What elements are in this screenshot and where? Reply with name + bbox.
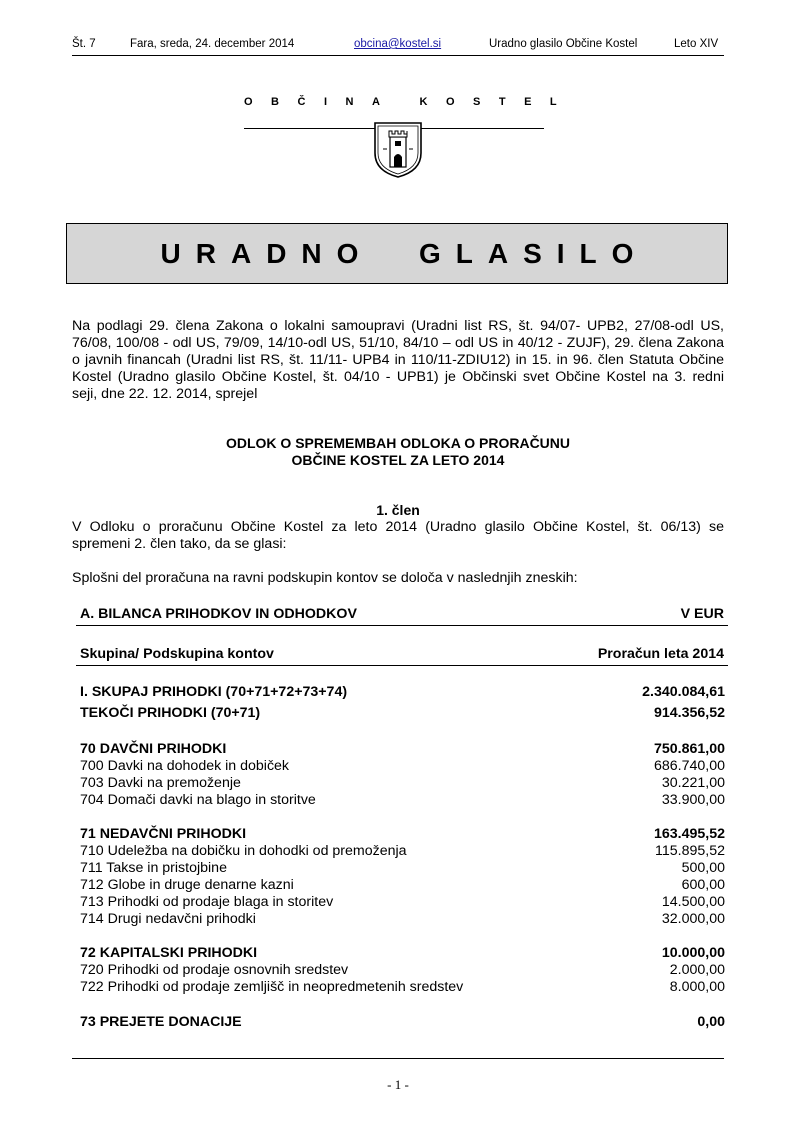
article-heading-text: 1. člen	[376, 502, 420, 518]
table-row	[80, 894, 725, 911]
table-row	[80, 684, 725, 701]
intro-line: Kostel (Uradno glasilo Občine Kostel, št. 04/10 - UPB1) je Občinski svet Občine Kostel na 3. redni	[72, 369, 724, 385]
row-value: 2.000,00	[669, 962, 725, 978]
column-right-header: Proračun leta 2014	[597, 646, 724, 662]
row-label: 722 Prihodki od prodaje zemljišč in neopredmetenih sredstev	[80, 979, 464, 995]
row-label: I. SKUPAJ PRIHODKI (70+71+72+73+74)	[80, 684, 348, 700]
banner-title: URADNO GLASILO	[160, 237, 649, 269]
row-label: TEKOČI PRIHODKI (70+71)	[80, 705, 261, 721]
table-row	[80, 1014, 725, 1031]
balance-header	[76, 602, 728, 626]
page-number: - 1 -	[387, 1077, 409, 1092]
footer-divider	[72, 1058, 724, 1059]
gazette-banner	[66, 223, 728, 284]
row-value: 14.500,00	[661, 894, 725, 910]
intro-line: 76/08, 100/08 - odl US, 79/09, 14/10-odl US, 51/10, 84/10 – odl US in 40/12 - ZUJF), 29. člena Zakona	[72, 335, 724, 351]
table-row	[80, 911, 725, 928]
table-row	[80, 705, 725, 722]
table-row	[80, 962, 725, 979]
row-value: 32.000,00	[661, 911, 725, 927]
row-label: 72 KAPITALSKI PRIHODKI	[80, 945, 258, 961]
table-row	[80, 860, 725, 877]
row-label: 713 Prihodki od prodaje blaga in storitev	[80, 894, 334, 910]
intro-paragraph	[72, 318, 724, 403]
table-row	[80, 979, 725, 996]
table-row	[80, 877, 725, 894]
email-link[interactable]: obcina@kostel.si	[354, 38, 442, 50]
general-part-text: Splošni del proračuna na ravni podskupin kontov se določa v naslednjih zneskih:	[72, 570, 578, 586]
publication-name: Uradno glasilo Občine Kostel	[489, 38, 638, 50]
balance-title: A. BILANCA PRIHODKOV IN ODHODKOV	[80, 606, 357, 622]
row-value: 115.895,52	[655, 843, 725, 859]
header-divider	[72, 55, 724, 56]
table-row	[80, 792, 725, 809]
row-label: 703 Davki na premoženje	[80, 775, 241, 791]
article-line: V Odloku o proračunu Občine Kostel za leto 2014 (Uradno glasilo Občine Kostel, št. 06/13) se	[72, 519, 724, 535]
row-label: 73 PREJETE DONACIJE	[80, 1014, 242, 1030]
issue-number: Št. 7	[72, 38, 96, 50]
column-header	[76, 642, 728, 666]
coat-of-arms-icon	[371, 119, 425, 179]
row-value: 686.740,00	[653, 758, 725, 774]
table-row	[80, 741, 725, 758]
row-value: 2.340.084,61	[642, 684, 725, 700]
municipality-name: OBČINA KOSTEL	[244, 96, 576, 108]
row-label: 712 Globe in druge denarne kazni	[80, 877, 294, 893]
table-row	[80, 843, 725, 860]
intro-line: seji, dne 22. 12. 2014, sprejel	[72, 386, 258, 402]
row-value: 30.221,00	[661, 775, 725, 791]
page-header	[72, 38, 724, 54]
row-label: 700 Davki na dohodek in dobiček	[80, 758, 290, 774]
publication-year: Leto XIV	[674, 38, 719, 50]
row-value: 10.000,00	[661, 945, 725, 961]
intro-line: o javnih financah (Uradni list RS, št. 11/11- UPB4 in 110/11-ZDIU12) in 15. in 96. člen Statuta Občine	[72, 352, 724, 368]
row-label: 710 Udeležba na dobičku in dohodki od premoženja	[80, 843, 407, 859]
issue-date: Fara, sreda, 24. december 2014	[130, 38, 295, 50]
row-label: 70 DAVČNI PRIHODKI	[80, 741, 227, 757]
article-line: spremeni 2. člen tako, da se glasi:	[72, 536, 287, 552]
row-value: 0,00	[697, 1014, 725, 1030]
intro-line: Na podlagi 29. člena Zakona o lokalni samoupravi (Uradni list RS, št. 94/07- UPB2, 27/08-odl US,	[72, 318, 724, 334]
row-value: 8.000,00	[669, 979, 725, 995]
decree-title-line1: ODLOK O SPREMEMBAH ODLOKA O PRORAČUNU	[225, 435, 571, 451]
row-value: 600,00	[681, 877, 725, 893]
table-row	[80, 775, 725, 792]
row-value: 750.861,00	[653, 741, 725, 757]
article-text	[72, 519, 724, 553]
row-value: 500,00	[681, 860, 725, 876]
table-row	[80, 945, 725, 962]
row-label: 71 NEDAVČNI PRIHODKI	[80, 826, 247, 842]
row-label: 714 Drugi nedavčni prihodki	[80, 911, 256, 927]
row-value: 33.900,00	[661, 792, 725, 808]
row-value: 914.356,52	[653, 705, 725, 721]
row-value: 163.495,52	[653, 826, 725, 842]
column-left-header: Skupina/ Podskupina kontov	[80, 646, 274, 662]
article-heading	[72, 502, 724, 519]
decree-title-line2: OBČINE KOSTEL ZA LETO 2014	[291, 452, 505, 468]
row-label: 711 Takse in pristojbine	[80, 860, 227, 876]
table-row	[80, 758, 725, 775]
currency-label: V EUR	[680, 606, 724, 622]
row-label: 720 Prihodki od prodaje osnovnih sredstev	[80, 962, 349, 978]
row-label: 704 Domači davki na blago in storitve	[80, 792, 316, 808]
decree-title	[72, 435, 724, 469]
table-row	[80, 826, 725, 843]
